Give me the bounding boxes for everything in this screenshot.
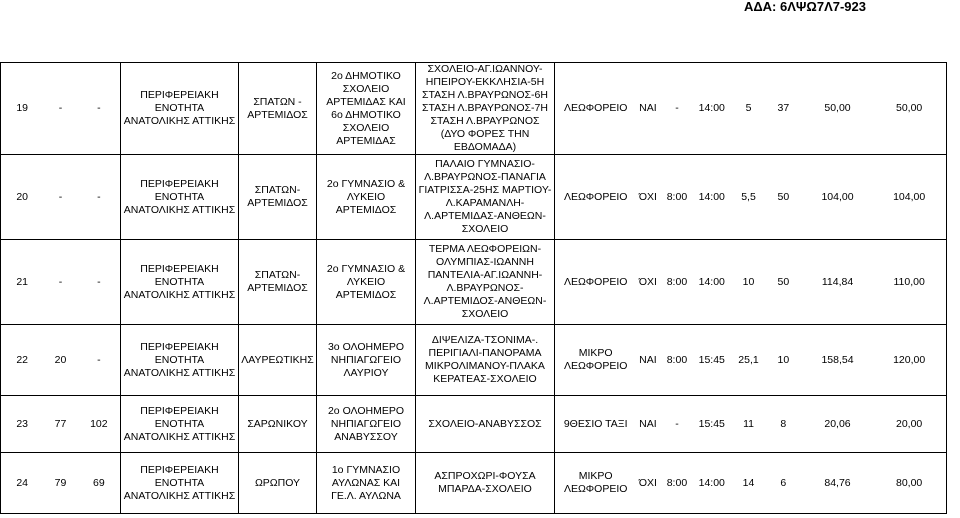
transport-details-cell xyxy=(555,63,947,155)
row-index: 24 xyxy=(16,476,28,489)
municipality-cell: ΛΑΥΡΕΩΤΙΚΗΣ xyxy=(239,325,317,396)
row-number-cell xyxy=(1,396,121,453)
municipality-cell: ΩΡΩΠΟΥ xyxy=(239,453,317,514)
time-start: - xyxy=(675,417,679,430)
escort-flag: ΝΑΙ xyxy=(639,102,657,114)
row-code-a: 79 xyxy=(54,476,67,489)
region-cell: ΠΕΡΙΦΕΡΕΙΑΚΗ ΕΝΟΤΗΤΑ ΑΝΑΤΟΛΙΚΗΣ ΑΤΤΙΚΗΣ xyxy=(121,240,239,325)
municipality-cell: ΣΠΑΤΩΝ- ΑΡΤΕΜΙΔΟΣ xyxy=(239,240,317,325)
escort-flag: ΝΑΙ xyxy=(639,353,657,366)
escort-flag: ΌΧΙ xyxy=(638,476,657,489)
students-count: 8 xyxy=(780,417,787,430)
cost-final: 110,00 xyxy=(893,275,925,288)
row-code-b: - xyxy=(97,275,101,288)
time-start: 8:00 xyxy=(666,353,688,366)
row-index: 22 xyxy=(16,353,28,366)
row-code-b: 69 xyxy=(92,476,105,489)
municipality-cell: ΣΑΡΩΝΙΚΟΥ xyxy=(239,396,317,453)
school-cell: 2ο ΓΥΜΝΑΣΙΟ & ΛΥΚΕΙΟ ΑΡΤΕΜΙΔΟΣ xyxy=(317,155,416,240)
tail-spacer xyxy=(947,453,960,514)
cost-final: 50,00 xyxy=(896,102,923,114)
route-cell: ΤΕΡΜΑ ΛΕΩΦΟΡΕΙΩΝ-ΟΛΥΜΠΙΑΣ-ΙΩΑΝΝΗ ΠΑΝΤΕΛΙΑ-ΑΓ.ΙΩΑΝΝΗ-Λ.ΒΡΑΥΡΩΝΟΣ-Λ.ΑΡΤΕΜΙΔΟΣ-ΑΝΘΕΩΝ-ΣΧΟΛΕΙΟ xyxy=(416,240,555,325)
time-end: 15:45 xyxy=(698,353,725,366)
transport-details-cell xyxy=(555,453,947,514)
row-code-a: - xyxy=(58,190,63,203)
municipality-cell: ΣΠΑΤΩΝ- ΑΡΤΕΜΙΔΟΣ xyxy=(239,155,317,240)
time-start: 8:00 xyxy=(666,275,688,288)
row-number-cell xyxy=(1,453,121,514)
transport-details-cell xyxy=(555,396,947,453)
row-code-a: - xyxy=(58,102,63,114)
escort-flag: ΌΧΙ xyxy=(638,275,657,288)
distance-km: 10 xyxy=(742,275,755,288)
vehicle-type: 9ΘΕΣΙΟ ΤΑΞΙ xyxy=(563,417,628,430)
school-cell: 2ο ΓΥΜΝΑΣΙΟ & ΛΥΚΕΙΟ ΑΡΤΕΜΙΔΟΣ xyxy=(317,240,416,325)
time-end: 14:00 xyxy=(698,275,725,288)
tail-spacer xyxy=(947,325,960,396)
distance-km: 25,1 xyxy=(738,353,759,366)
transport-details-cell xyxy=(555,155,947,240)
row-index: 21 xyxy=(16,275,28,288)
school-cell: 2ο ΔΗΜΟΤΙΚΟ ΣΧΟΛΕΙΟ ΑΡΤΕΜΙΔΑΣ ΚΑΙ 6ο ΔΗΜΟΤΙΚΟ ΣΧΟΛΕΙΟ ΑΡΤΕΜΙΔΑΣ xyxy=(317,63,416,155)
time-start: 8:00 xyxy=(666,190,688,203)
cost-start: 84,76 xyxy=(824,476,851,489)
distance-km: 11 xyxy=(743,417,754,430)
time-end: 14:00 xyxy=(698,476,725,489)
time-end: 15:45 xyxy=(698,417,725,430)
route-cell: ΣΧΟΛΕΙΟ-ΑΓ.ΙΩΑΝΝΟΥ-ΗΠΕΙΡΟΥ-ΕΚΚΛΗΣΙΑ-5Η ΣΤΑΣΗ Λ.ΒΡΑΥΡΩΝΟΣ-6Η ΣΤΑΣΗ Λ.ΒΡΑΥΡΩΝΟΣ-7Η ΣΤΑΣΗ Λ.ΒΡΑΥΡΩΝΟΣ (ΔΥΟ ΦΟΡΕΣ ΤΗΝ ΕΒΔΟΜΑΔΑ) xyxy=(416,63,555,155)
row-code-a: - xyxy=(58,275,63,288)
row-number-cell xyxy=(1,155,121,240)
cost-start: 20,06 xyxy=(824,417,851,430)
students-count: 10 xyxy=(777,353,790,366)
cost-final: 20,00 xyxy=(896,417,923,430)
table-row xyxy=(1,63,960,155)
row-code-a: 77 xyxy=(54,417,67,430)
transport-table xyxy=(0,62,960,514)
region-cell: ΠΕΡΙΦΕΡΕΙΑΚΗ ΕΝΟΤΗΤΑ ΑΝΑΤΟΛΙΚΗΣ ΑΤΤΙΚΗΣ xyxy=(121,453,239,514)
route-cell: ΣΧΟΛΕΙΟ-ΑΝΑΒΥΣΣΟΣ xyxy=(416,396,555,453)
row-code-a: 20 xyxy=(54,353,67,366)
table-row xyxy=(1,240,960,325)
transport-details-cell xyxy=(555,240,947,325)
table-row xyxy=(1,396,960,453)
row-code-b: - xyxy=(97,190,101,203)
table-row xyxy=(1,453,960,514)
cost-final: 104,00 xyxy=(893,190,926,203)
vehicle-type: ΜΙΚΡΟ ΛΕΩΦΟΡΕΙΟ xyxy=(563,347,628,372)
distance-km: 5,5 xyxy=(741,190,756,203)
time-end: 14:00 xyxy=(698,102,725,114)
cost-final: 120,00 xyxy=(893,353,926,366)
cost-final: 80,00 xyxy=(896,476,923,489)
cost-start: 104,00 xyxy=(821,190,854,203)
vehicle-type: ΛΕΩΦΟΡΕΙΟ xyxy=(563,190,628,203)
cost-start: 50,00 xyxy=(824,102,851,114)
row-code-b: - xyxy=(97,102,101,114)
escort-flag: ΌΧΙ xyxy=(638,190,657,203)
time-start: 8:00 xyxy=(666,476,688,489)
route-cell: ΔΙΨΕΛΙΖΑ-ΤΣΟΝΙΜΑ-. ΠΕΡΙΓΙΑΛΙ-ΠΑΝΟΡΑΜΑ ΜΙΚΡΟΛΙΜΑΝΟΥ-ΠΛΑΚΑ ΚΕΡΑΤΕΑΣ-ΣΧΟΛΕΙΟ xyxy=(416,325,555,396)
students-count: 50 xyxy=(777,275,790,288)
row-index: 19 xyxy=(16,102,28,114)
region-cell: ΠΕΡΙΦΕΡΕΙΑΚΗ ΕΝΟΤΗΤΑ ΑΝΑΤΟΛΙΚΗΣ ΑΤΤΙΚΗΣ xyxy=(121,396,239,453)
students-count: 6 xyxy=(780,476,787,489)
tail-spacer xyxy=(947,63,960,155)
students-count: 50 xyxy=(777,190,790,203)
route-cell: ΑΣΠΡΟΧΩΡΙ-ΦΟΥΣΑ ΜΠΑΡΔΑ-ΣΧΟΛΕΙΟ xyxy=(416,453,555,514)
distance-km: 5 xyxy=(745,102,752,114)
distance-km: 14 xyxy=(742,476,755,489)
transport-details-cell xyxy=(555,325,947,396)
ada-header: ΑΔΑ: 6ΛΨΩ7Λ7-923 xyxy=(743,0,866,14)
students-count: 37 xyxy=(777,102,790,114)
table-row xyxy=(1,325,960,396)
tail-spacer xyxy=(947,396,960,453)
table-row xyxy=(1,155,960,240)
row-code-b: 102 xyxy=(90,417,108,430)
time-start: - xyxy=(675,102,679,114)
escort-flag: ΝΑΙ xyxy=(639,417,657,430)
row-index: 20 xyxy=(16,190,28,203)
tail-spacer xyxy=(947,240,960,325)
region-cell: ΠΕΡΙΦΕΡΕΙΑΚΗ ΕΝΟΤΗΤΑ ΑΝΑΤΟΛΙΚΗΣ ΑΤΤΙΚΗΣ xyxy=(121,325,239,396)
cost-start: 158,54 xyxy=(821,353,854,366)
region-cell: ΠΕΡΙΦΕΡΕΙΑΚΗ ΕΝΟΤΗΤΑ ΑΝΑΤΟΛΙΚΗΣ ΑΤΤΙΚΗΣ xyxy=(121,155,239,240)
row-code-b: - xyxy=(97,353,101,366)
time-end: 14:00 xyxy=(698,190,725,203)
row-number-cell xyxy=(1,63,121,155)
school-cell: 2ο ΟΛΟΗΜΕΡΟ ΝΗΠΙΑΓΩΓΕΙΟ ΑΝΑΒΥΣΣΟΥ xyxy=(317,396,416,453)
school-cell: 1ο ΓΥΜΝΑΣΙΟ ΑΥΛΩΝΑΣ ΚΑΙ ΓΕ.Λ. ΑΥΛΩΝΑ xyxy=(317,453,416,514)
school-cell: 3ο ΟΛΟΗΜΕΡΟ ΝΗΠΙΑΓΩΓΕΙΟ ΛΑΥΡΙΟΥ xyxy=(317,325,416,396)
region-cell: ΠΕΡΙΦΕΡΕΙΑΚΗ ΕΝΟΤΗΤΑ ΑΝΑΤΟΛΙΚΗΣ ΑΤΤΙΚΗΣ xyxy=(121,63,239,155)
municipality-cell: ΣΠΑΤΩΝ - ΑΡΤΕΜΙΔΟΣ xyxy=(239,63,317,155)
cost-start: 114,84 xyxy=(821,275,854,288)
tail-spacer xyxy=(947,155,960,240)
row-index: 23 xyxy=(16,417,28,430)
route-cell: ΠΑΛΑΙΟ ΓΥΜΝΑΣΙΟ-Λ.ΒΡΑΥΡΩΝΟΣ-ΠΑΝΑΓΙΑ ΓΙΑΤΡΙΣΣΑ-25ΗΣ ΜΑΡΤΙΟΥ-Λ.ΚΑΡΑΜΑΝΛΗ-Λ.ΑΡΤΕΜΙΔΑΣ-ΑΝΘΕΩΝ-ΣΧΟΛΕΙΟ xyxy=(416,155,555,240)
vehicle-type: ΛΕΩΦΟΡΕΙΟ xyxy=(563,275,628,288)
row-number-cell xyxy=(1,240,121,325)
vehicle-type: ΛΕΩΦΟΡΕΙΟ xyxy=(563,102,628,114)
row-number-cell xyxy=(1,325,121,396)
vehicle-type: ΜΙΚΡΟ ΛΕΩΦΟΡΕΙΟ xyxy=(563,470,628,495)
